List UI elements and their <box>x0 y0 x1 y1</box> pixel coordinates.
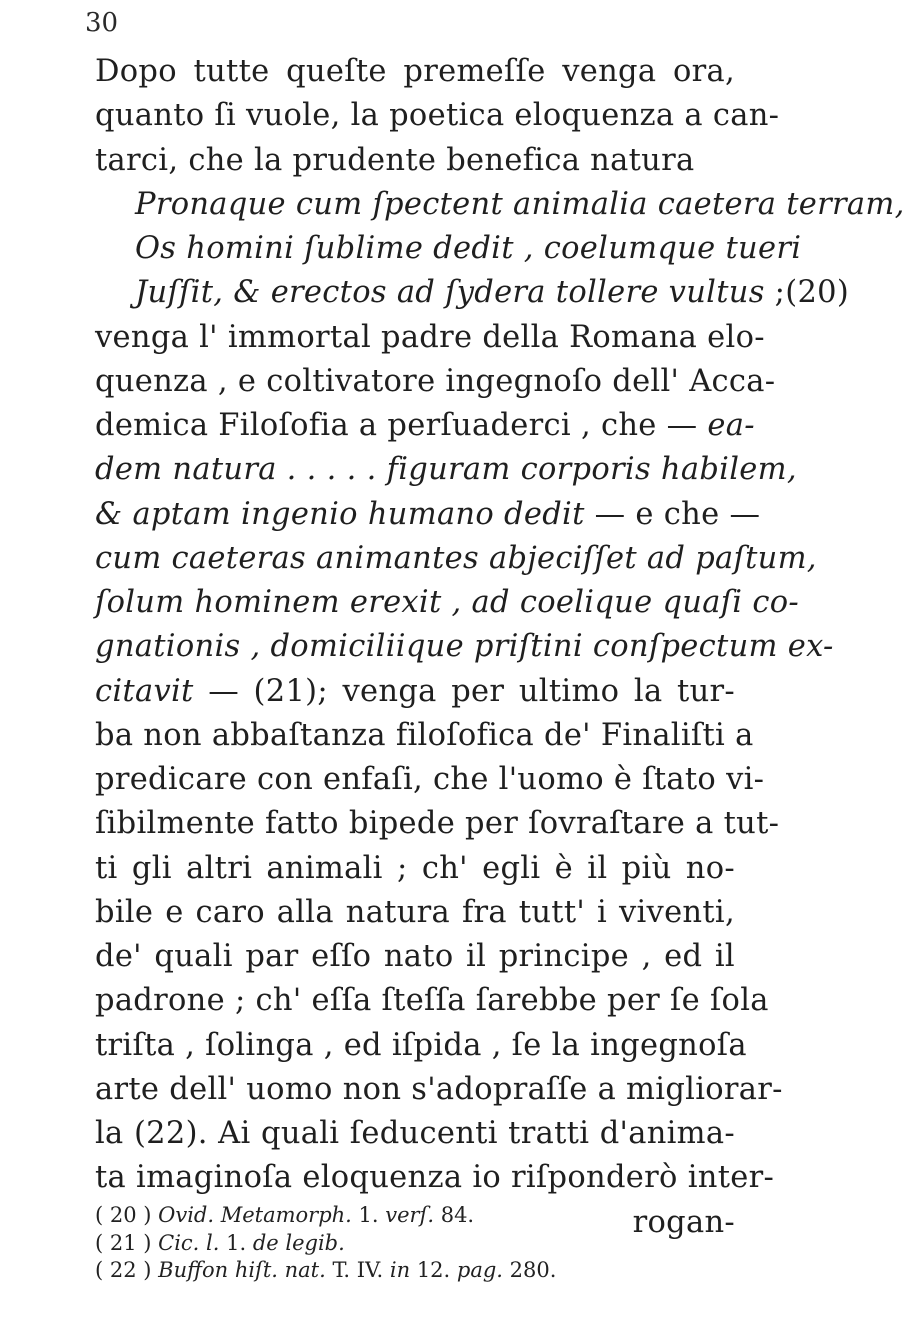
text-run: ;(20) <box>764 275 850 311</box>
text-line <box>95 448 797 492</box>
text-line <box>95 758 765 802</box>
text-run: arte dell' uomo non s'adopraſſe a migliorar- <box>95 1071 783 1107</box>
text-line <box>95 271 850 315</box>
italic-text: in <box>389 1258 411 1282</box>
italic-text: Os homini ſublime dedit , coelumque tueri <box>135 231 802 266</box>
text-run: padrone ; ch' eſſa ſteſſa ſarebbe per ſe ſola <box>95 983 769 1019</box>
text-line <box>95 714 754 758</box>
footnote <box>95 1257 755 1285</box>
text-line <box>95 183 905 227</box>
text-run: bile e caro alla natura fra tutt' i viventi, <box>95 894 735 930</box>
text-line <box>95 1068 783 1112</box>
text-line <box>95 979 769 1023</box>
text-run: ti gli altri animali ; ch' egli è il più no- <box>95 850 735 886</box>
text-line <box>95 360 776 404</box>
text-run: ſibilmente fatto bipede per ſovraſtare a tut- <box>95 806 780 842</box>
text-run: 280. <box>502 1258 557 1282</box>
text-run: tarci, che la prudente benefica natura <box>95 142 695 178</box>
text-run: 84. <box>434 1203 475 1227</box>
text-line <box>95 316 765 360</box>
text-run: — e che — <box>584 496 761 532</box>
text-line <box>95 493 761 537</box>
italic-text: Juſſit, & erectos ad ſydera tollere vultus <box>135 275 765 311</box>
text-run: Dopo tutte queſte premeſſe venga ora, <box>95 54 735 89</box>
italic-text: pag. <box>456 1258 503 1282</box>
text-line <box>95 94 780 138</box>
text-run: 12. <box>410 1258 457 1282</box>
text-line <box>95 537 817 581</box>
italic-text: cum caeteras animantes abjeciſſet ad paſtum, <box>95 540 817 576</box>
text-line <box>95 1156 775 1200</box>
text-run: 1. <box>219 1230 253 1255</box>
main-text <box>95 50 905 1245</box>
text-run: quanto ſi vuole, la poetica eloquenza a can- <box>95 98 780 134</box>
footnote <box>95 1202 755 1230</box>
italic-text: Ovid. Metamorph. <box>158 1203 352 1227</box>
text-line <box>95 670 735 714</box>
italic-text: de legib. <box>252 1230 345 1255</box>
text-line <box>95 227 802 271</box>
text-run: ( 21 ) <box>95 1230 159 1255</box>
text-line <box>95 1112 735 1156</box>
text-run: — (21); venga per ultimo la tur- <box>193 673 735 709</box>
text-line <box>95 139 735 183</box>
italic-text: Cic. l. <box>158 1230 220 1255</box>
italic-text: ea- <box>707 408 755 443</box>
text-run: triſta , ſolinga , ed iſpida , ſe la ingegnoſa <box>95 1027 747 1063</box>
text-line <box>95 581 799 625</box>
text-line <box>95 404 755 448</box>
text-run: rogan- <box>632 1204 735 1240</box>
text-run: la (22). Ai quali ſeducenti tratti d'anima- <box>95 1116 735 1151</box>
italic-text: Pronaque cum ſpectent animalia caetera terram, <box>135 186 905 222</box>
text-run: ( 22 ) <box>95 1258 159 1282</box>
text-line <box>95 935 735 979</box>
text-line <box>95 802 780 846</box>
text-run: demica Filoſofia a perſuaderci , che — <box>95 408 708 443</box>
text-line <box>95 625 834 669</box>
text-run: quenza , e coltivatore ingegnoſo dell' Acca- <box>95 363 776 399</box>
text-run: 1. <box>351 1203 386 1227</box>
text-line <box>95 1024 747 1068</box>
italic-text: verſ. <box>385 1203 435 1227</box>
text-run: ta imaginoſa eloquenza io riſponderò inter- <box>95 1160 775 1196</box>
text-run: de' quali par eſſo nato il principe , ed il <box>95 939 735 974</box>
text-line <box>95 50 735 94</box>
text-run: T. IV. <box>325 1258 390 1282</box>
italic-text: ſolum hominem erexit , ad coelique quaſi co- <box>95 585 799 620</box>
text-line <box>95 891 735 935</box>
text-run: venga l' immortal padre della Romana elo- <box>95 319 765 355</box>
text-line <box>95 847 735 891</box>
footnote <box>95 1230 755 1258</box>
text-run: ba non abbaſtanza filoſofica de' Finaliſti a <box>95 717 754 753</box>
page-number: 30 <box>85 8 119 38</box>
italic-text: & aptam ingenio humano dedit <box>95 496 585 532</box>
italic-text: dem natura . . . . . figuram corporis habilem, <box>95 452 797 488</box>
footnotes <box>95 1202 755 1285</box>
text-run: ( 20 ) <box>95 1203 159 1227</box>
italic-text: Buffon hiſt. nat. <box>158 1258 326 1282</box>
italic-text: gnationis , domiciliique priſtini conſpectum ex- <box>95 629 834 665</box>
text-run: predicare con enfaſi, che l'uomo è ſtato vi- <box>95 762 765 797</box>
italic-text: citavit <box>95 673 194 709</box>
